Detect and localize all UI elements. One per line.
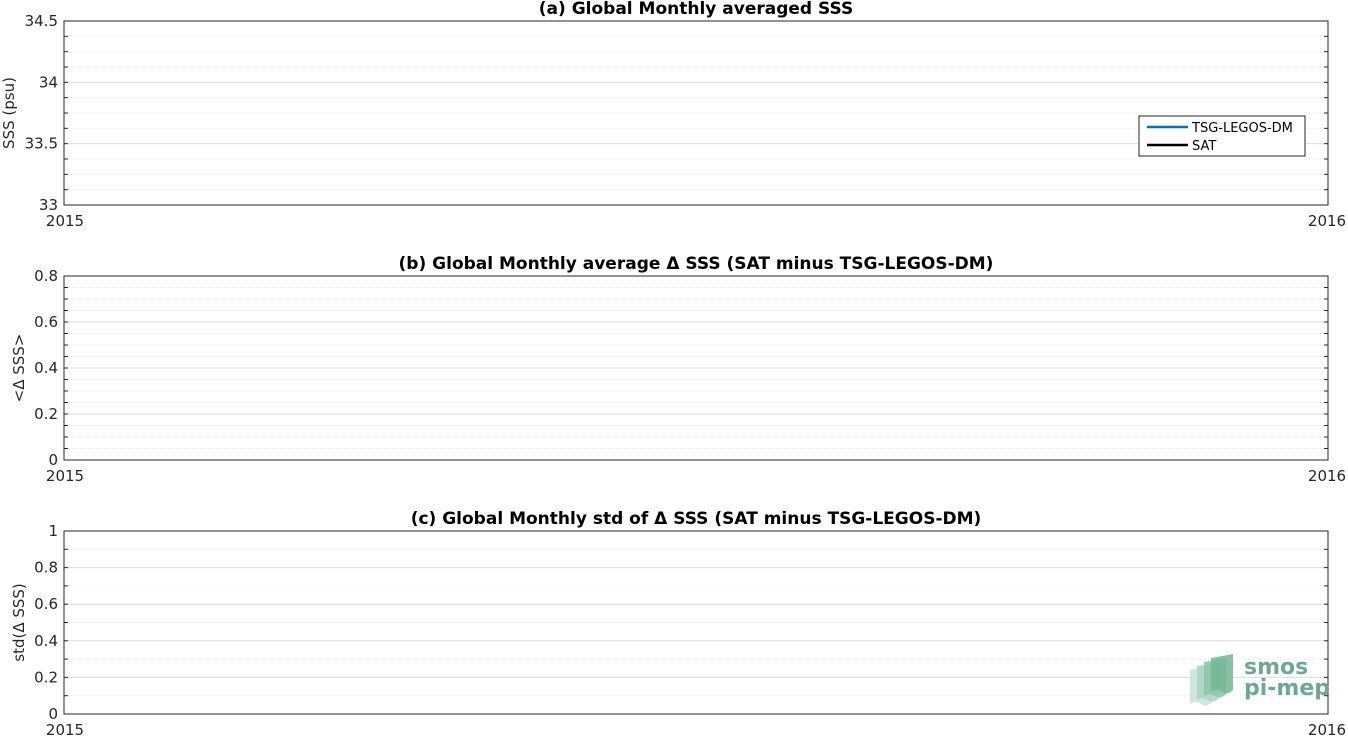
y-tick-label: 0.2 [34, 668, 58, 687]
x-tick-label: 2016 [1307, 721, 1347, 736]
y-tick-label: 34.5 [24, 12, 58, 30]
legend [1139, 116, 1305, 156]
y-axis-label: <Δ SSS> [10, 333, 28, 403]
y-tick-label: 0.8 [34, 267, 58, 285]
panel-b [10, 254, 1346, 485]
logo-wave-shape [1211, 654, 1233, 694]
y-axis-label: std(Δ SSS) [10, 583, 28, 662]
panel-c [10, 509, 1346, 736]
y-tick-label: 0.4 [34, 631, 58, 650]
y-tick-label: 0.6 [34, 595, 58, 614]
logo-text-smos: smos [1244, 655, 1309, 680]
chart-title: (a) Global Monthly averaged SSS [538, 0, 854, 19]
legend-label: SAT [1192, 139, 1217, 154]
x-tick-label: 2016 [1307, 212, 1347, 230]
chart-title: (b) Global Monthly average Δ SSS (SAT minus TSG-LEGOS-DM) [398, 254, 994, 274]
x-tick-label: 2015 [45, 467, 85, 485]
y-tick-label: 33 [38, 196, 58, 214]
y-tick-label: 0.4 [34, 359, 58, 377]
panel-a [0, 0, 1346, 230]
y-tick-label: 0 [48, 705, 58, 723]
y-tick-label: 1 [48, 522, 58, 540]
x-tick-label: 2015 [45, 721, 85, 736]
y-tick-label: 33.5 [24, 134, 58, 153]
y-axis-label: SSS (psu) [0, 77, 18, 149]
smos-pi-mep-logo [1190, 654, 1330, 706]
y-tick-label: 0.2 [34, 405, 58, 423]
y-tick-label: 0.8 [34, 558, 58, 577]
y-tick-label: 0 [48, 451, 58, 469]
y-tick-label: 0.6 [34, 313, 58, 331]
y-tick-label: 34 [38, 73, 58, 92]
x-tick-label: 2015 [45, 212, 85, 230]
logo-text-pimep: pi-mep [1244, 676, 1331, 701]
x-tick-label: 2016 [1307, 467, 1347, 485]
chart-title: (c) Global Monthly std of Δ SSS (SAT minus TSG-LEGOS-DM) [410, 509, 982, 529]
legend-label: TSG-LEGOS-DM [1192, 121, 1293, 136]
